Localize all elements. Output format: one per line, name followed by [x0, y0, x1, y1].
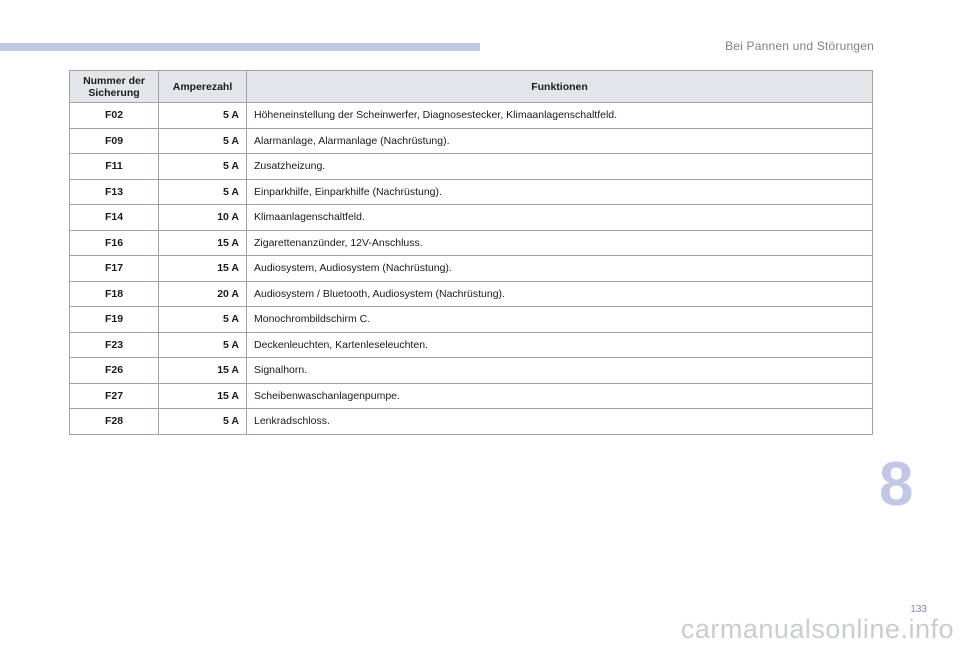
page-number: 133 [910, 604, 927, 615]
table-row [70, 409, 873, 435]
fuse-number-cell: F09 [70, 128, 159, 154]
section-title: Bei Pannen und Störungen [725, 39, 874, 53]
fuse-number-cell: F02 [70, 103, 159, 129]
fuse-number-cell: F27 [70, 383, 159, 409]
table-row [70, 256, 873, 282]
fuse-number-cell: F26 [70, 358, 159, 384]
fuse-number-cell: F17 [70, 256, 159, 282]
amperage-cell: 10 A [159, 205, 247, 231]
amperage-cell: 15 A [159, 358, 247, 384]
table-header-row [70, 71, 873, 103]
table-row [70, 179, 873, 205]
fuse-number-cell: F28 [70, 409, 159, 435]
table-row [70, 383, 873, 409]
table-row [70, 358, 873, 384]
function-cell: Monochrombildschirm C. [247, 307, 873, 333]
function-cell: Deckenleuchten, Kartenleseleuchten. [247, 332, 873, 358]
table-row [70, 205, 873, 231]
header-accent-bar [0, 43, 480, 51]
amperage-cell: 5 A [159, 307, 247, 333]
table-row [70, 230, 873, 256]
table-row [70, 307, 873, 333]
column-header-functions: Funktionen [247, 71, 873, 103]
table-row [70, 154, 873, 180]
fuse-number-cell: F14 [70, 205, 159, 231]
function-cell: Alarmanlage, Alarmanlage (Nachrüstung). [247, 128, 873, 154]
table-row [70, 281, 873, 307]
fuse-number-cell: F16 [70, 230, 159, 256]
column-header-amperage: Amperezahl [159, 71, 247, 103]
amperage-cell: 15 A [159, 256, 247, 282]
table-row [70, 128, 873, 154]
fuse-number-cell: F11 [70, 154, 159, 180]
column-header-fuse-number: Nummer der Sicherung [70, 71, 159, 103]
amperage-cell: 5 A [159, 409, 247, 435]
fuse-number-cell: F18 [70, 281, 159, 307]
function-cell: Lenkradschloss. [247, 409, 873, 435]
function-cell: Signalhorn. [247, 358, 873, 384]
table-row [70, 103, 873, 129]
fuse-number-cell: F13 [70, 179, 159, 205]
amperage-cell: 15 A [159, 230, 247, 256]
fuse-number-cell: F23 [70, 332, 159, 358]
watermark: carmanualsonline.info [680, 614, 954, 644]
fuse-table-body [70, 103, 873, 435]
amperage-cell: 5 A [159, 154, 247, 180]
function-cell: Einparkhilfe, Einparkhilfe (Nachrüstung). [247, 179, 873, 205]
amperage-cell: 5 A [159, 332, 247, 358]
function-cell: Audiosystem / Bluetooth, Audiosystem (Nachrüstung). [247, 281, 873, 307]
amperage-cell: 5 A [159, 179, 247, 205]
function-cell: Zigarettenanzünder, 12V-Anschluss. [247, 230, 873, 256]
function-cell: Zusatzheizung. [247, 154, 873, 180]
function-cell: Klimaanlagenschaltfeld. [247, 205, 873, 231]
function-cell: Scheibenwaschanlagenpumpe. [247, 383, 873, 409]
chapter-number: 8 [879, 450, 914, 519]
function-cell: Höheneinstellung der Scheinwerfer, Diagnosestecker, Klimaanlagenschaltfeld. [247, 103, 873, 129]
amperage-cell: 15 A [159, 383, 247, 409]
table-row [70, 332, 873, 358]
fuse-number-cell: F19 [70, 307, 159, 333]
amperage-cell: 5 A [159, 103, 247, 129]
amperage-cell: 5 A [159, 128, 247, 154]
fuse-table [69, 70, 873, 435]
function-cell: Audiosystem, Audiosystem (Nachrüstung). [247, 256, 873, 282]
amperage-cell: 20 A [159, 281, 247, 307]
